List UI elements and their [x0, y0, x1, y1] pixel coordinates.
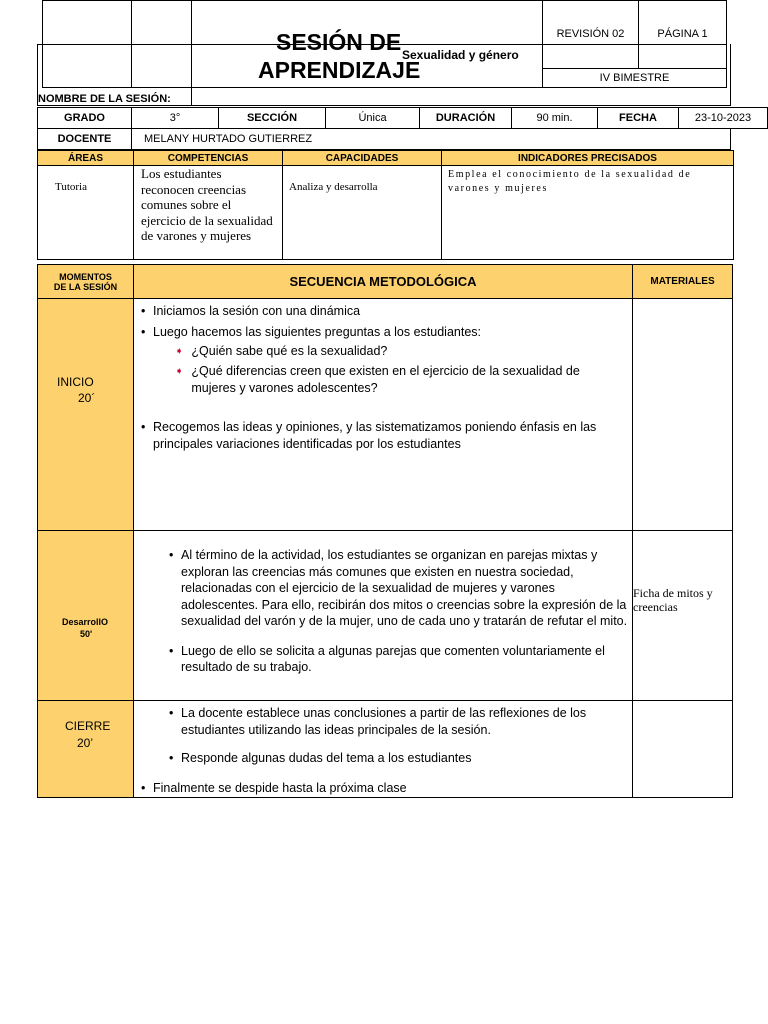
materials-header: MATERIALES	[650, 276, 715, 287]
session-topic: Sexualidad y género	[402, 48, 519, 62]
capacidad-value: Analiza y desarrolla	[289, 181, 378, 193]
competencia-value: Los estudiantes reconocen creencias comunes sobre el ejercicio de la sexualidad de varones y mujeres	[141, 166, 273, 244]
desarrollo-materials	[632, 530, 733, 701]
page-title-line2: APRENDIZAJE	[258, 57, 421, 83]
inicio-item-1: • Iniciamos la sesión con una dinámica	[153, 303, 623, 320]
desarrollo-content	[133, 530, 633, 701]
desarrollo-item-1: • Al término de la actividad, los estudiantes se organizan en parejas mixtas y exploran las creencias más comunes que existen en nuestra sociedad, relacionadas con el ejercicio de la sexualidad de mujeres y varones adolescentes. Para ello, recibirán dos mitos o creencias sobre la expresión de la sexualidad del varón y de la mujer, uno de cada uno y tratarán de refutar el mito.	[181, 547, 633, 630]
cierre-item-2: • Responde algunas dudas del tema a los estudiantes	[181, 750, 621, 767]
page-number-cell	[638, 0, 727, 69]
info-row	[37, 107, 752, 129]
cierre-label: CIERRE	[65, 719, 111, 733]
moments-header: MOMENTOS DE LA SESIÓN	[53, 271, 118, 292]
bimester-label: IV BIMESTRE	[599, 72, 670, 84]
desarrollo-label: DesarrollO	[62, 617, 109, 627]
revision-cell	[542, 0, 639, 69]
cierre-content	[133, 700, 633, 798]
capacidades-header: CAPACIDADES	[325, 152, 399, 164]
page-number-label: PÁGINA 1	[657, 28, 708, 40]
grado-value: 3°	[169, 112, 181, 124]
duracion-label: DURACIÓN	[435, 112, 496, 124]
inicio-label: INICIO	[57, 375, 94, 389]
arrow-bullet-icon: ➧	[175, 346, 184, 357]
bimester-cell	[542, 68, 727, 88]
fecha-value: 23-10-2023	[694, 112, 752, 124]
seccion-value: Única	[358, 112, 387, 124]
docente-label: DOCENTE	[57, 133, 112, 145]
desarrollo-moment	[37, 530, 134, 701]
indicadores-header: INDICADORES PRECISADOS	[518, 152, 657, 164]
inicio-item-3: • Recogemos las ideas y opiniones, y las sistematizamos poniendo énfasis en las principales variaciones identificadas por los estudiantes	[153, 419, 618, 452]
inicio-item-2: • Luego hacemos las siguientes preguntas a los estudiantes:	[153, 324, 623, 341]
seccion-label: SECCIÓN	[246, 112, 298, 124]
desarrollo-time: 50'	[80, 629, 93, 639]
cierre-time: 20’	[77, 736, 94, 750]
cierre-materials	[632, 700, 733, 798]
sequence-table	[37, 264, 733, 798]
inicio-time: 20´	[78, 391, 96, 405]
areas-header: ÁREAS	[67, 152, 103, 164]
docente-value: MELANY HURTADO GUTIERREZ	[144, 133, 313, 145]
competencias-header: COMPETENCIAS	[167, 152, 249, 164]
session-name-label: NOMBRE DE LA SESIÓN:	[38, 93, 171, 105]
docente-row	[37, 128, 731, 150]
inicio-moment	[37, 298, 134, 531]
page-title-line1: SESIÓN DE	[276, 29, 402, 55]
grado-label: GRADO	[64, 112, 105, 124]
revision-label: REVISIÓN 02	[556, 28, 625, 40]
duracion-value: 90 min.	[536, 112, 573, 124]
cierre-item-3: • Finalmente se despide hasta la próxima clase	[153, 780, 613, 797]
inicio-content	[133, 298, 633, 531]
cierre-item-1: • La docente establece unas conclusiones a partir de las reflexiones de los estudiantes utilizando las ideas principales de la sesión.	[181, 705, 621, 738]
indicador-value: Emplea el conocimiento de la sexualidad de varones y mujeres	[448, 169, 692, 194]
area-value: Tutoria	[55, 181, 87, 193]
inicio-question-2: ¿Qué diferencias creen que existen en el ejercicio de la sexualidad de mujeres y varones adolescentes?	[191, 364, 580, 395]
desarrollo-item-2: • Luego de ello se solicita a algunas parejas que comenten voluntariamente el resultado de su trabajo.	[181, 643, 633, 676]
cierre-moment	[37, 700, 134, 798]
inicio-question-1: ¿Quién sabe qué es la sexualidad?	[191, 344, 388, 358]
sequence-header: SECUENCIA METODOLÓGICA	[289, 274, 477, 289]
inicio-materials	[632, 298, 733, 531]
fecha-label: FECHA	[619, 112, 657, 124]
desarrollo-materials-text: Ficha de mitos y creencias	[633, 586, 713, 614]
competencies-table	[37, 150, 734, 260]
arrow-bullet-icon: ➧	[175, 366, 184, 377]
